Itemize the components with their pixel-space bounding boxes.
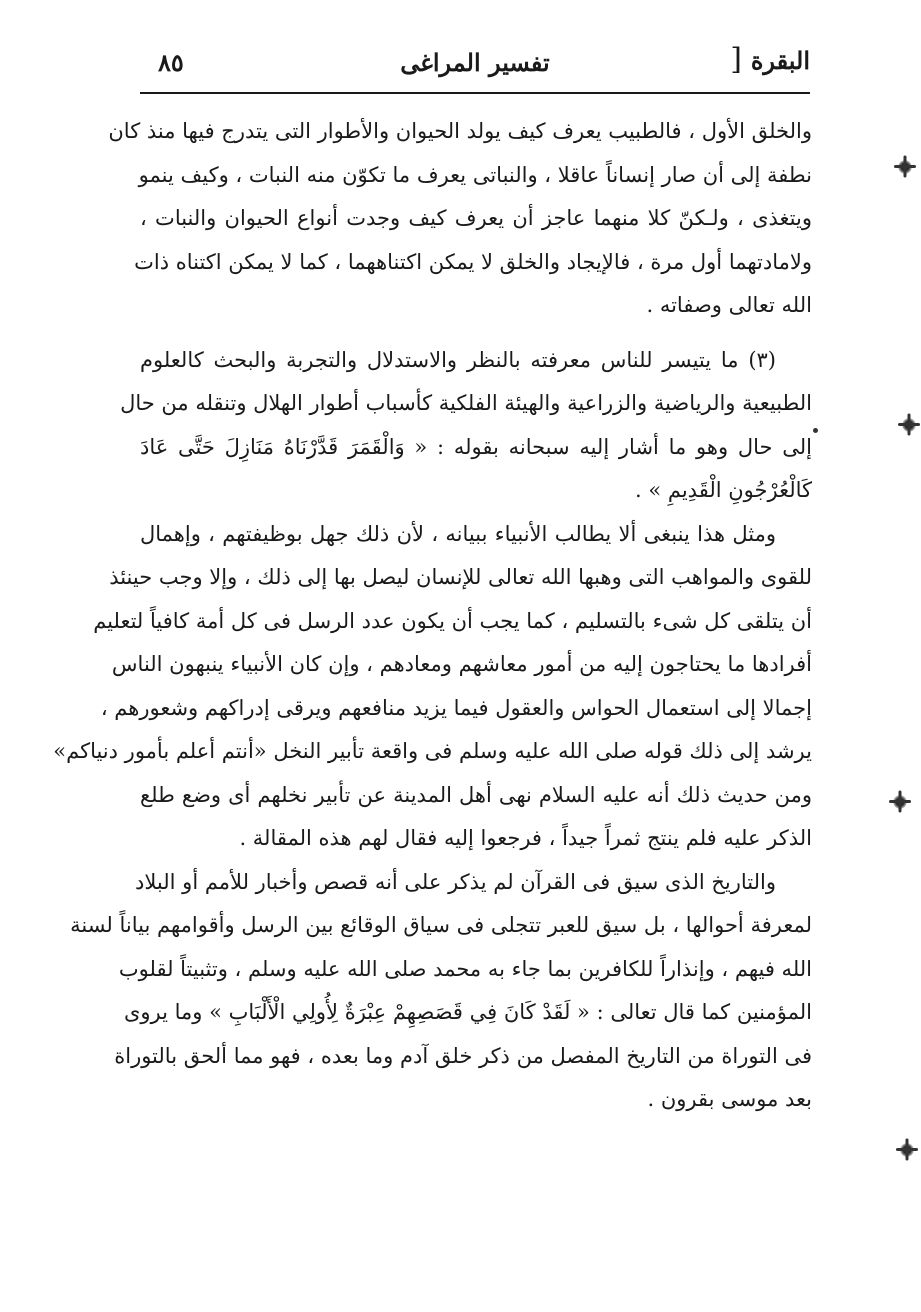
text-line: والخلق الأول ، فالطبيب يعرف كيف يولد الحيوان والأطوار التى يتدرج فيها منذ كان	[108, 119, 812, 143]
text-line: والتاريخ الذى سيق فى القرآن لم يذكر على أنه قصص وأخبار للأمم أو البلاد	[135, 869, 776, 894]
text-line: المؤمنين كما قال تعالى : « لَقَدْ كَانَ فِي قَصَصِهِمْ عِبْرَةٌ لِأُولِي الْأَلْبَابِ » وما يروى	[123, 1000, 812, 1024]
text-line: الذكر عليه فلم ينتج ثمراً جيداً ، فرجعوا إليه فقال لهم هذه المقالة .	[239, 826, 812, 850]
text-line: ومن حديث ذلك أنه عليه السلام نهى أهل المدينة عن تأبير نخلهم أى وضع طلع	[140, 782, 812, 807]
paragraph-2	[120, 339, 812, 513]
text-line: للقوى والمواهب التى وهبها الله تعالى للإنسان ليصل بها إلى ذلك ، وإلا وجب حينئذ	[109, 565, 812, 589]
text-line: ويتغذى ، ولـكنّ كلا منهما عاجز أن يعرف كيف وجدت أنواع الحيوان والنبات ،	[140, 206, 812, 230]
text-line: ولامادتهما أول مرة ، فالإيجاد والخلق لا يمكن اكتناههما ، كما لا يمكن اكتناه ذات	[134, 249, 812, 274]
text-line: فى التوراة من التاريخ المفصل من ذكر خلق آدم وما بعده ، فهو مما ألحق بالتوراة	[114, 1043, 812, 1068]
text-line: لمعرفة أحوالها ، بل سيق للعبر تتجلى فى سياق الوقائع بين الرسل وأقوامهم بياناً لسنة	[70, 913, 812, 937]
scan-mark-icon	[898, 160, 912, 174]
paragraph-4	[70, 861, 812, 1122]
text-line: أن يتلقى كل شىء بالتسليم ، كما يجب أن يكون عدد الرسل فى كل أمة كافياً لتعليم	[93, 608, 812, 633]
page-number: ٨٥	[158, 48, 184, 77]
text-line: بعد موسى بقرون .	[647, 1087, 812, 1111]
book-title: تفسير المراغى	[400, 48, 550, 77]
scan-mark-icon	[893, 795, 907, 809]
paragraph-1	[108, 110, 812, 328]
text-line: الطبيعية والرياضية والزراعية والهيئة الفلكية كأسباب أطوار الهلال وتنقله من حال	[120, 391, 812, 415]
text-line: إجمالا إلى استعمال الحواس والعقول فيما يزيد منافعهم ويرقى إدراكهم وشعورهم ،	[100, 695, 812, 720]
text-line: أفرادها ما يحتاجون إليه من أمور معاشهم ومعادهم ، وإن كان الأنبياء ينبهون الناس	[111, 652, 812, 676]
surah-name: البقرة	[750, 46, 810, 75]
margin-dot	[813, 428, 818, 433]
header-rule	[140, 92, 810, 94]
header-bracket: ]	[730, 42, 742, 77]
text-line: (٣) ما يتيسر للناس معرفته بالنظر والاستدلال والتجربة والبحث كالعلوم	[140, 347, 776, 372]
text-line: الله فيهم ، وإنذاراً للكافرين بما جاء به محمد صلى الله عليه وسلم ، وتثبيتاً لقلوب	[118, 956, 812, 981]
scan-mark-icon	[900, 1143, 914, 1157]
text-line: الله تعالى وصفاته .	[646, 293, 812, 317]
body-text	[53, 110, 812, 1122]
paragraph-3	[53, 513, 812, 861]
text-line: نطفة إلى أن صار إنساناً عاقلا ، والنباتى يعرف ما تكوّن منه النبات ، وكيف ينمو	[138, 162, 812, 187]
page-header	[140, 42, 810, 90]
text-line: إلى حال وهو ما أشار إليه سبحانه بقوله : « وَالْقَمَرَ قَدَّرْنَاهُ مَنَازِلَ حَتَّى عَادَ	[140, 434, 812, 459]
text-line: كَالْعُرْجُونِ الْقَدِيمِ » .	[634, 478, 812, 502]
text-line: ومثل هذا ينبغى ألا يطالب الأنبياء ببيانه ، لأن ذلك جهل بوظيفتهم ، وإهمال	[140, 521, 776, 546]
scan-mark-icon	[902, 418, 916, 432]
text-line: يرشد إلى ذلك قوله صلى الله عليه وسلم فى واقعة تأبير النخل «أنتم أعلم بأمور دنياكم»	[53, 739, 812, 763]
